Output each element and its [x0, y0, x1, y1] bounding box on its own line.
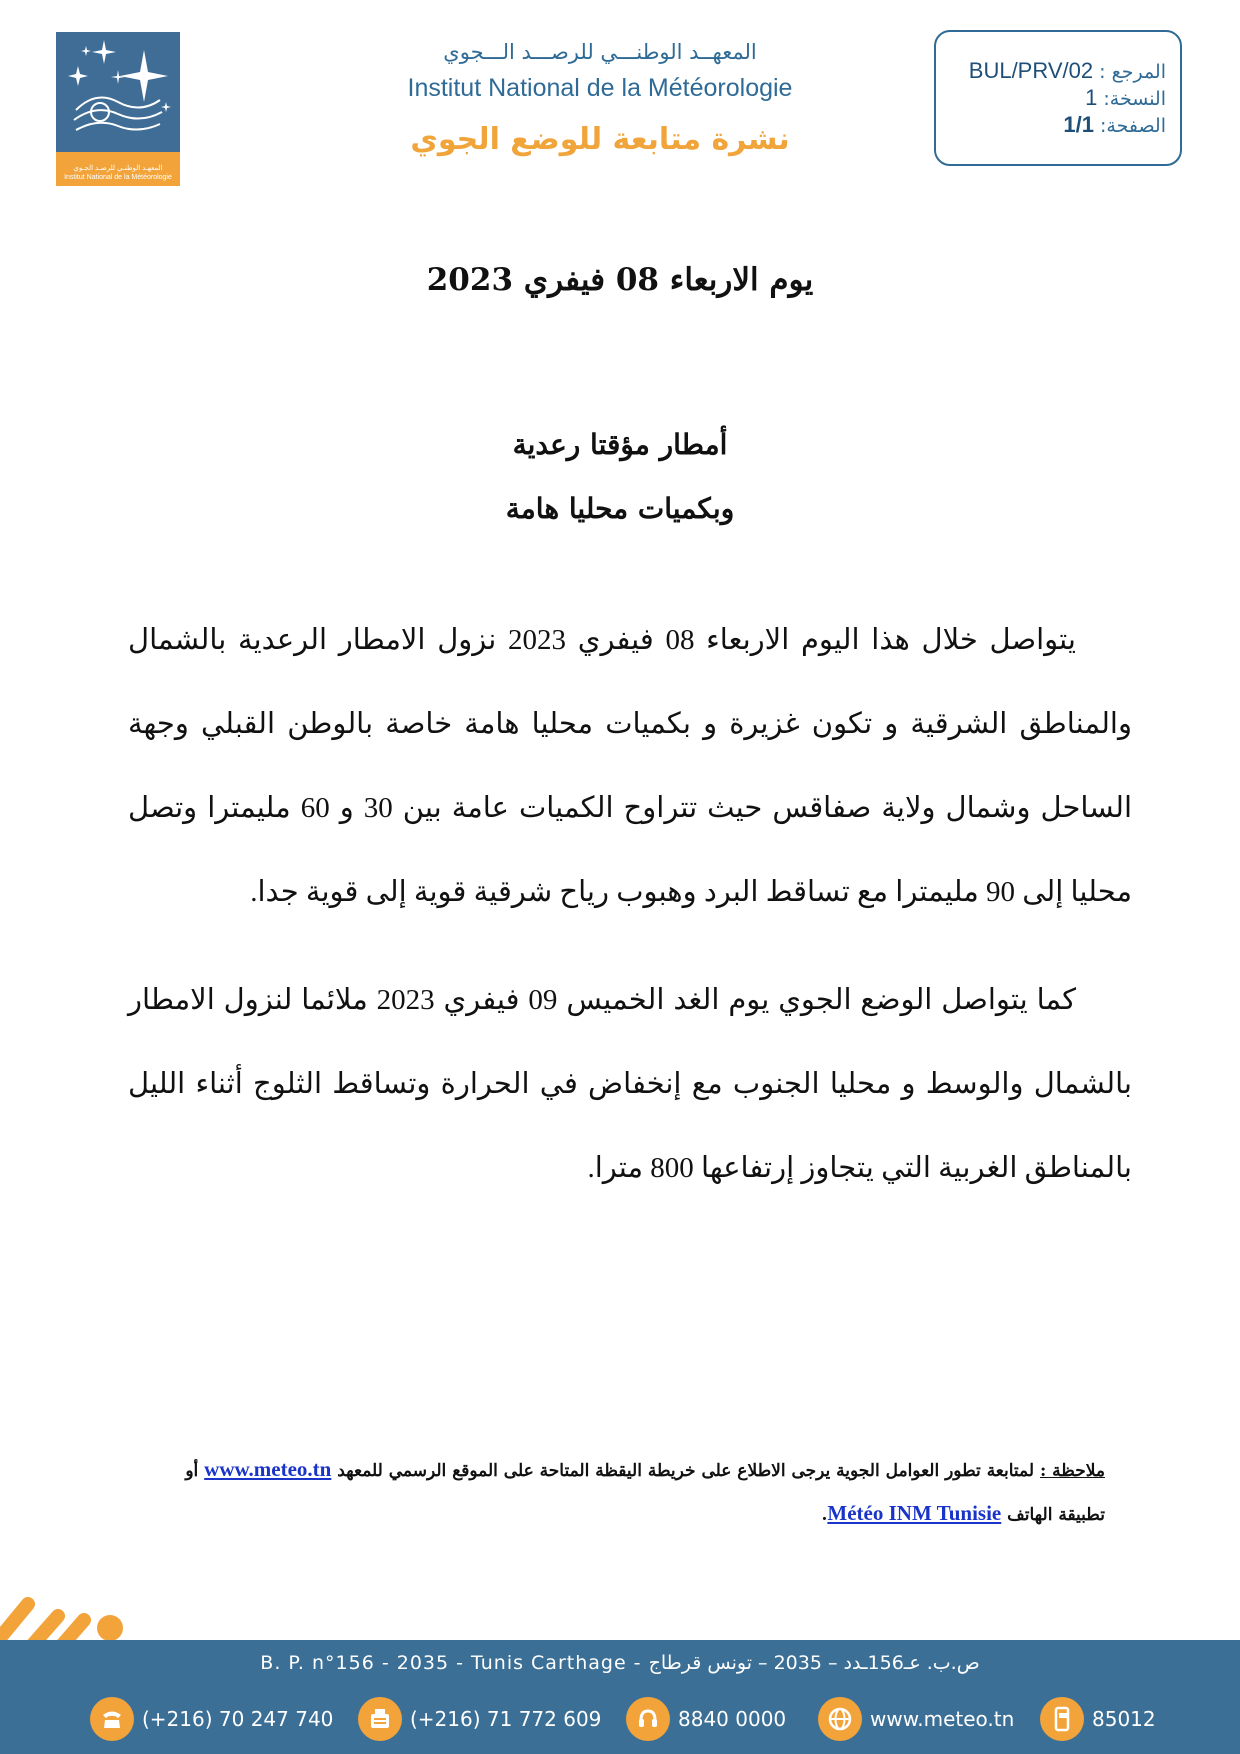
hotline-number: 8840 0000 [678, 1707, 787, 1731]
globe-icon [818, 1697, 862, 1741]
app-link[interactable]: Météo INM Tunisie [827, 1501, 1002, 1525]
phone-number: (+216) 70 247 740 [142, 1707, 334, 1731]
contact-fax [358, 1696, 601, 1742]
note [120, 1448, 1105, 1536]
logo-caption [56, 164, 180, 182]
contact-hotline [626, 1696, 786, 1742]
note-end: . [821, 1505, 828, 1525]
logo-caption-ar: المعهـد الوطنـي للرصـد الجـوي [73, 165, 163, 172]
fax-number: (+216) 71 772 609 [410, 1707, 602, 1731]
reference-label: المرجع : [1099, 61, 1166, 83]
footer-website[interactable]: www.meteo.tn [870, 1707, 1015, 1731]
contact-sms [1040, 1696, 1156, 1742]
contact-website[interactable] [818, 1696, 1014, 1742]
headset-icon [626, 1697, 670, 1741]
version-line [950, 85, 1166, 112]
institute-logo [56, 32, 180, 186]
version-label: النسخة: [1103, 88, 1166, 110]
sms-number: 85012 [1092, 1707, 1156, 1731]
page-line [950, 112, 1166, 139]
paragraph-1: يتواصل خلال هذا اليوم الاربعاء 08 فيفري 2023 نزول الامطار الرعدية بالشمال والمناطق الشرقية و تكون غزيرة و بكميات محليا هامة خاصة بالوطن القبلي وجهة الساحل وشمال ولاية صفاقس حيث تتراوح الكميات عامة بين 30 و 60 مليمترا وتصل محليا إلى 90 مليمترا مع تساقط البرد وهبوب رياح شرقية قوية إلى قوية جدا. [128, 624, 1133, 908]
star-logo-icon [56, 32, 180, 152]
note-or: أو [185, 1461, 199, 1481]
phone-icon [90, 1697, 134, 1741]
website-link[interactable]: www.meteo.tn [204, 1457, 332, 1481]
logo-caption-fr: Institut National de la Météorologie [64, 174, 172, 181]
version-value: 1 [1085, 85, 1098, 110]
institute-name-fr: Institut National de la Météorologie [407, 74, 793, 102]
footer [0, 1640, 1240, 1754]
reference-box [934, 30, 1182, 166]
bulletin-title: نشرة متابعة للوضع الجوي [410, 122, 790, 157]
footer-address: B. P. n°156 - 2035 - Tunis Carthage - ص.ب. عـ156ـدد – 2035 – تونس قرطاج [260, 1652, 980, 1674]
mobile-sms-icon [1040, 1697, 1084, 1741]
paragraph-2: كما يتواصل الوضع الجوي يوم الغد الخميس 09 فيفري 2023 ملائما لنزول الامطار بالشمال والوسط و محليا الجنوب مع إنخفاض في الحرارة وتساقط الثلوج أثناء الليل بالمناطق الغربية التي يتجاوز إرتفاعها 800 مترا. [128, 984, 1132, 1184]
fax-icon [358, 1697, 402, 1741]
reference-line [950, 58, 1166, 85]
note-label: ملاحظة : [1039, 1461, 1105, 1481]
reference-value: BUL/PRV/02 [968, 58, 1094, 83]
institute-name-ar: المعهــد الوطنـــي للرصـــد الـــجوي [443, 40, 757, 64]
note-text-1: لمتابعة تطور العوامل الجوية يرجى الاطلاع على خريطة اليقظة المتاحة على الموقع الرسمي للمعهد [337, 1461, 1035, 1481]
contact-phone [90, 1696, 333, 1742]
headline-line-2: وبكميات محليا هامة [505, 492, 735, 525]
headline-line-1: أمطار مؤقتا رعدية [512, 428, 728, 461]
page-value: 1/1 [1063, 112, 1094, 137]
date-title: يوم الاربعاء 08 فيفري 2023 [426, 262, 814, 298]
page-label: الصفحة: [1099, 115, 1166, 137]
note-text-2: تطبيقة الهاتف [1007, 1505, 1105, 1525]
